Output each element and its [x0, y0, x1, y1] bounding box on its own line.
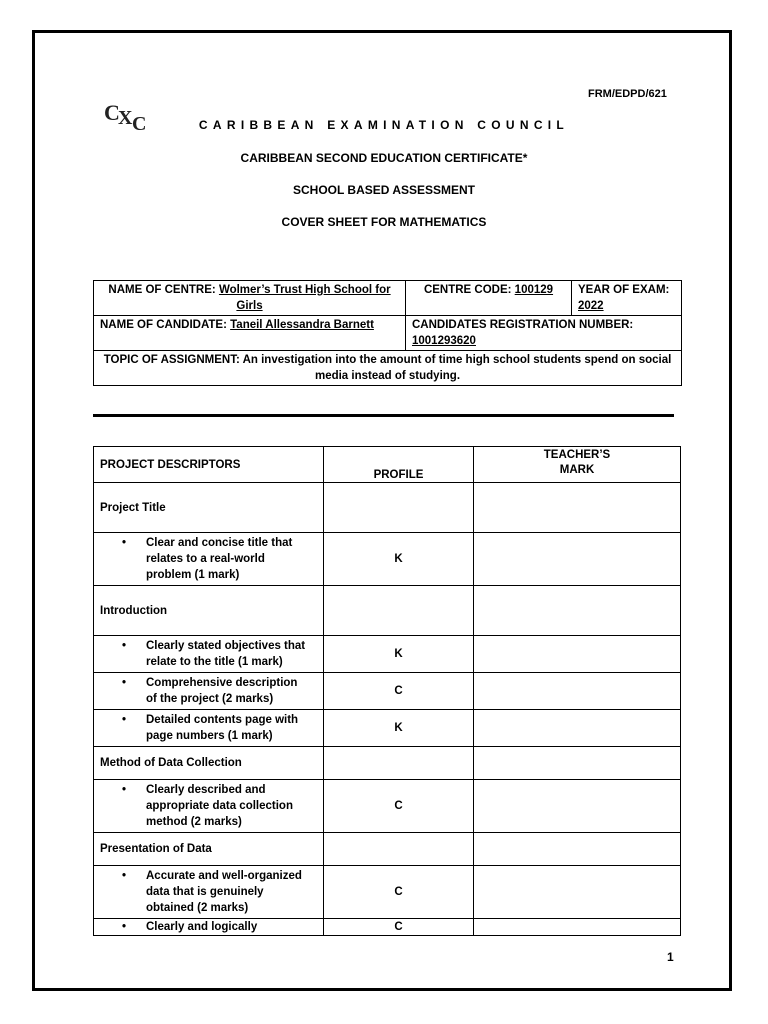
teacher-mark-cell	[474, 483, 681, 533]
descriptor-item	[94, 673, 324, 710]
teacher-mark-cell	[474, 533, 681, 586]
descriptor-item	[94, 636, 324, 673]
assessment-title: SCHOOL BASED ASSESSMENT	[292, 183, 476, 197]
section-presentation: Presentation of Data	[94, 833, 324, 866]
profile-value: C	[324, 919, 474, 936]
teacher-mark-cell	[474, 866, 681, 919]
registration-label: CANDIDATES REGISTRATION NUMBER:	[412, 319, 634, 331]
bullet-icon: •	[122, 784, 127, 796]
header-teacher-mark	[474, 447, 681, 483]
descriptor-text: Clear and concise title that relates to a real-world problem (1 mark)	[146, 537, 293, 581]
profile-value: C	[324, 866, 474, 919]
svg-text:X: X	[118, 107, 133, 129]
topic-cell	[94, 351, 682, 386]
teacher-mark-cell	[474, 586, 681, 636]
bullet-icon: •	[122, 921, 127, 933]
centre-name-label: NAME OF CENTRE:	[108, 284, 216, 296]
descriptor-item	[94, 780, 324, 833]
cover-sheet-title: COVER SHEET FOR MATHEMATICS	[281, 215, 487, 229]
bullet-icon: •	[122, 640, 127, 652]
header-teacher-line1: TEACHER’S	[543, 449, 611, 461]
candidate-info-table	[93, 280, 682, 386]
profile-cell	[324, 586, 474, 636]
descriptor-text: Clearly and logically	[146, 921, 258, 933]
registration-cell	[406, 316, 682, 351]
candidate-value: Taneil Allessandra Barnett	[230, 319, 374, 331]
teacher-mark-cell	[474, 833, 681, 866]
teacher-mark-cell	[474, 636, 681, 673]
centre-name-value: Wolmer’s Trust High School for Girls	[218, 284, 391, 312]
bullet-icon: •	[122, 714, 127, 726]
svg-text:C: C	[132, 113, 147, 134]
registration-value: 1001293620	[412, 335, 476, 347]
certificate-title: CARIBBEAN SECOND EDUCATION CERTIFICATE*	[240, 151, 528, 165]
topic-value: An investigation into the amount of time high school students spend on social media instead of studying.	[242, 354, 672, 382]
section-introduction: Introduction	[94, 586, 324, 636]
centre-code-value: 100129	[514, 284, 554, 296]
separator-line	[93, 414, 674, 417]
project-descriptors-table	[93, 446, 681, 936]
council-name: CARIBBEAN EXAMINATION COUNCIL	[198, 118, 570, 132]
descriptor-text: Clearly described and appropriate data collection method (2 marks)	[146, 784, 293, 828]
header-descriptors: PROJECT DESCRIPTORS	[94, 447, 324, 483]
descriptor-item	[94, 533, 324, 586]
bullet-icon: •	[122, 537, 127, 549]
header-teacher-line2: MARK	[559, 464, 595, 476]
descriptor-text: Comprehensive description of the project (2 marks)	[146, 677, 298, 705]
candidate-label: NAME OF CANDIDATE:	[100, 319, 227, 331]
section-project-title: Project Title	[94, 483, 324, 533]
bullet-icon: •	[122, 677, 127, 689]
profile-value: K	[324, 636, 474, 673]
profile-value: K	[324, 710, 474, 747]
header-profile: PROFILE	[324, 447, 474, 483]
profile-cell	[324, 747, 474, 780]
year-label: YEAR OF EXAM:	[578, 284, 670, 296]
teacher-mark-cell	[474, 747, 681, 780]
year-value: 2022	[578, 300, 604, 312]
descriptor-text: Accurate and well-organized data that is genuinely obtained (2 marks)	[146, 870, 302, 914]
centre-code-label: CENTRE CODE:	[423, 284, 512, 296]
profile-cell	[324, 833, 474, 866]
descriptor-item	[94, 919, 324, 936]
bullet-icon: •	[122, 870, 127, 882]
centre-name-cell	[94, 281, 406, 316]
svg-text:C: C	[104, 100, 120, 125]
topic-label: TOPIC OF ASSIGNMENT:	[103, 354, 240, 366]
teacher-mark-cell	[474, 919, 681, 936]
profile-value: C	[324, 673, 474, 710]
year-cell	[572, 281, 682, 316]
descriptor-text: Detailed contents page with page numbers (1 mark)	[146, 714, 299, 742]
form-code: FRM/EDPD/621	[588, 88, 667, 100]
teacher-mark-cell	[474, 710, 681, 747]
descriptor-text: Clearly stated objectives that relate to the title (1 mark)	[146, 640, 306, 668]
profile-cell	[324, 483, 474, 533]
candidate-cell	[94, 316, 406, 351]
section-method: Method of Data Collection	[94, 747, 324, 780]
teacher-mark-cell	[474, 673, 681, 710]
profile-value: C	[324, 780, 474, 833]
profile-value: K	[324, 533, 474, 586]
page-number: 1	[667, 950, 674, 964]
descriptor-item	[94, 710, 324, 747]
teacher-mark-cell	[474, 780, 681, 833]
descriptor-item	[94, 866, 324, 919]
centre-code-cell	[406, 281, 572, 316]
